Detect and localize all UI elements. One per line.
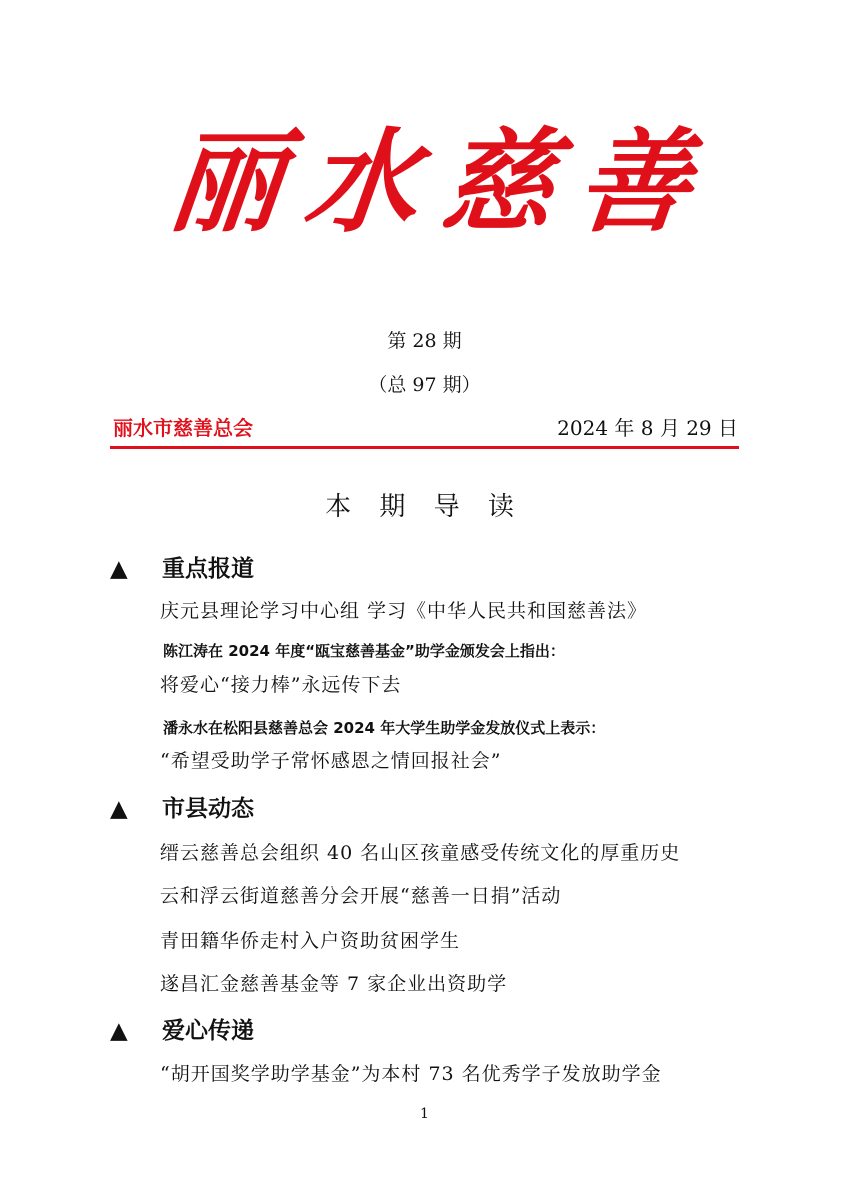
guide-title: 本 期 导 读 (325, 492, 524, 522)
page-number: 1 (420, 1106, 429, 1122)
section-heading-county-news (110, 790, 254, 823)
list-item: 庆元县理论学习中心组 学习《中华人民共和国慈善法》 (160, 600, 648, 622)
list-item: 青田籍华侨走村入户资助贫困学生 (160, 930, 461, 952)
masthead-char: 善 (571, 117, 697, 248)
section-title: 重点报道 (162, 556, 254, 582)
triangle-icon: ▲ (110, 556, 128, 582)
masthead-char: 丽 (163, 117, 289, 248)
section-heading-love-delivery (110, 1012, 254, 1045)
list-item: 云和浮云街道慈善分会开展“慈善一日捐”活动 (160, 885, 562, 907)
triangle-icon: ▲ (110, 1018, 128, 1044)
masthead-logo (163, 117, 697, 248)
issue-number: 第 28 期 (387, 330, 462, 352)
list-item: “胡开国奖学助学基金”为本村 73 名优秀学子发放助学金 (160, 1063, 662, 1085)
list-item: 遂昌汇金慈善基金等 7 家企业出资助学 (160, 973, 508, 995)
header-divider (110, 446, 739, 449)
publisher-org: 丽水市慈善总会 (113, 416, 253, 440)
list-item: 缙云慈善总会组织 40 名山区孩童感受传统文化的厚重历史 (160, 842, 681, 864)
list-item-lead: 陈江涛在 2024 年度“瓯宝慈善基金”助学金颁发会上指出： (163, 642, 565, 660)
list-item: “希望受助学子常怀感恩之情回报社会” (160, 750, 502, 772)
issue-total: （总 97 期） (368, 374, 481, 396)
section-title: 爱心传递 (162, 1018, 254, 1044)
section-title: 市县动态 (162, 796, 254, 822)
list-item: 将爱心“接力棒”永远传下去 (160, 674, 402, 696)
list-item-lead: 潘永水在松阳县慈善总会 2024 年大学生助学金发放仪式上表示： (163, 719, 606, 737)
publish-date: 2024 年 8 月 29 日 (557, 416, 738, 440)
section-heading-key-reports (110, 550, 254, 583)
masthead-char: 慈 (435, 117, 561, 248)
masthead-char: 水 (299, 117, 425, 248)
triangle-icon: ▲ (110, 796, 128, 822)
